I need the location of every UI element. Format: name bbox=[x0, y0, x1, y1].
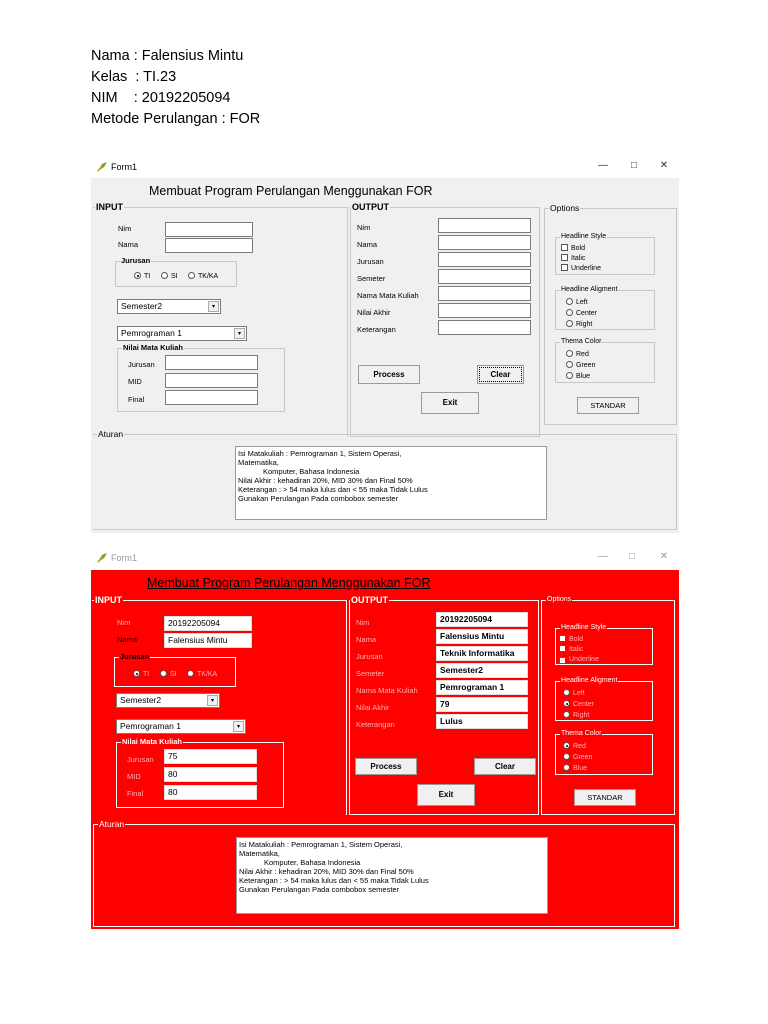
form-window-initial bbox=[91, 156, 679, 533]
radio-si[interactable]: SI bbox=[160, 670, 177, 679]
check-italic[interactable]: Italic bbox=[561, 254, 585, 263]
radio-tkka[interactable]: TK/KA bbox=[187, 670, 217, 679]
aturan-line: Gunakan Perulangan Pada combobox semester bbox=[239, 885, 400, 894]
output-group bbox=[350, 202, 540, 437]
headline-style-group bbox=[555, 624, 653, 665]
jurusan-group bbox=[114, 652, 236, 687]
options-group bbox=[544, 203, 677, 425]
nim-input[interactable] bbox=[165, 222, 253, 237]
out-jurusan-label: Jurusan bbox=[356, 652, 383, 661]
process-button[interactable]: Process bbox=[355, 758, 417, 775]
check-underline[interactable]: Underline bbox=[561, 264, 601, 273]
title-bar bbox=[91, 156, 679, 178]
aturan-group bbox=[93, 819, 675, 927]
nilai-final-label: Final bbox=[128, 395, 145, 404]
aturan-memo[interactable] bbox=[236, 837, 548, 914]
minimize-button[interactable]: — bbox=[598, 160, 608, 171]
close-button[interactable]: ✕ bbox=[659, 551, 669, 562]
nilai-group bbox=[117, 343, 285, 412]
radio-ti[interactable]: TI bbox=[134, 272, 150, 281]
out-jurusan-box: Teknik Informatika bbox=[436, 646, 528, 661]
out-nim-box: 20192205094 bbox=[436, 612, 528, 627]
nama-input[interactable] bbox=[165, 238, 253, 253]
nilai-jurusan-label: Jurusan bbox=[128, 360, 155, 369]
out-ket-box: Lulus bbox=[436, 714, 528, 729]
aturan-line: Komputer, Bahasa Indonesia bbox=[239, 858, 361, 867]
radio-tkka[interactable]: TK/KA bbox=[188, 272, 218, 281]
radio-red[interactable]: Red bbox=[566, 350, 589, 359]
check-bold[interactable]: Bold bbox=[561, 244, 585, 253]
radio-right[interactable]: Right bbox=[566, 320, 592, 329]
nilai-mid-label: MID bbox=[128, 377, 142, 386]
nama-label: Nama bbox=[117, 635, 138, 644]
form-heading: Membuat Program Perulangan Menggunakan FOR bbox=[147, 576, 431, 590]
out-nama-label: Nama bbox=[357, 240, 378, 249]
standar-button[interactable]: STANDAR bbox=[574, 789, 636, 806]
document-header bbox=[91, 46, 260, 130]
out-nama-box bbox=[438, 235, 531, 250]
nilai-mid-input[interactable] bbox=[165, 373, 258, 388]
options-group-title: Options bbox=[547, 596, 572, 603]
out-jurusan-label: Jurusan bbox=[357, 257, 384, 266]
headline-align-group bbox=[555, 677, 653, 721]
header-nim: NIM : 20192205094 bbox=[91, 90, 231, 106]
out-nim-box bbox=[438, 218, 531, 233]
aturan-memo[interactable] bbox=[235, 446, 547, 520]
output-group-title: OUTPUT bbox=[352, 202, 389, 212]
radio-right[interactable]: Right bbox=[563, 711, 589, 720]
aturan-line: Isi Matakuliah : Pemrograman 1, Sistem Operasi, bbox=[239, 840, 403, 849]
matkul-combo[interactable]: Pemrograman 1 ▾ bbox=[116, 719, 246, 734]
nim-label: Nim bbox=[118, 224, 132, 233]
nama-label: Nama bbox=[118, 240, 139, 249]
exit-button[interactable]: Exit bbox=[417, 784, 475, 806]
semester-combo[interactable]: Semester2 ▾ bbox=[116, 693, 220, 708]
nilai-mid-label: MID bbox=[127, 772, 141, 781]
output-group-title: OUTPUT bbox=[351, 595, 388, 605]
aturan-line: Matematika, bbox=[239, 849, 280, 858]
title-bar bbox=[91, 547, 679, 569]
checkmark-icon: ✓ bbox=[560, 657, 566, 664]
nilai-final-input[interactable]: 80 bbox=[164, 785, 257, 800]
header-nama: Nama : Falensius Mintu bbox=[91, 48, 244, 64]
out-nilai-box bbox=[438, 303, 531, 318]
radio-green[interactable]: Green bbox=[563, 753, 592, 762]
form-window-result bbox=[91, 547, 679, 929]
aturan-group-title: Aturan bbox=[98, 429, 124, 439]
matkul-combo[interactable]: Pemrograman 1 ▾ bbox=[117, 326, 247, 341]
headline-style-title: Headline Style bbox=[561, 233, 607, 240]
radio-left[interactable]: Left bbox=[563, 689, 585, 698]
theme-color-title: Thema Color bbox=[561, 730, 602, 737]
clear-button[interactable]: Clear bbox=[474, 758, 536, 775]
out-semester-box: Semester2 bbox=[436, 663, 528, 678]
form-heading: Membuat Program Perulangan Menggunakan FOR bbox=[149, 184, 433, 198]
out-matkul-box: Pemrograman 1 bbox=[436, 680, 528, 695]
theme-color-group bbox=[555, 338, 655, 383]
input-group-title: INPUT bbox=[96, 202, 123, 212]
check-underline[interactable]: ✓ Underline bbox=[560, 656, 599, 664]
aturan-line: Nilai Akhir : kehadiran 20%, MID 30% dan Final 50% bbox=[238, 476, 413, 485]
out-nama-box: Falensius Mintu bbox=[436, 629, 528, 644]
nilai-final-label: Final bbox=[127, 789, 144, 798]
headline-style-group bbox=[555, 233, 655, 275]
nim-input[interactable]: 20192205094 bbox=[164, 616, 252, 631]
output-group bbox=[349, 595, 539, 815]
maximize-button[interactable]: □ bbox=[630, 160, 638, 171]
chevron-down-icon[interactable]: ▾ bbox=[233, 721, 244, 732]
out-matkul-box bbox=[438, 286, 531, 301]
headline-align-title: Headline Aligment bbox=[561, 286, 618, 293]
app-icon bbox=[96, 161, 108, 173]
jurusan-group-title: Jurusan bbox=[121, 256, 151, 265]
aturan-line: Komputer, Bahasa Indonesia bbox=[238, 467, 360, 476]
header-kelas: Kelas : TI.23 bbox=[91, 69, 177, 85]
input-group-title: INPUT bbox=[95, 595, 122, 605]
options-group bbox=[541, 596, 675, 815]
out-ket-label: Keterangan bbox=[357, 325, 396, 334]
aturan-line: Gunakan Perulangan Pada combobox semester bbox=[238, 494, 399, 503]
check-italic[interactable]: Italic bbox=[559, 645, 583, 654]
out-ket-box bbox=[438, 320, 531, 335]
radio-center[interactable]: Center bbox=[566, 309, 597, 318]
out-matkul-label: Nama Mata Kuliah bbox=[357, 291, 419, 300]
nilai-mid-input[interactable]: 80 bbox=[164, 767, 257, 782]
out-nim-label: Nim bbox=[357, 223, 371, 232]
aturan-line: Keterangan : > 54 maka lulus dan < 55 maka Tidak Lulus bbox=[239, 876, 429, 885]
jurusan-group-title: Jurusan bbox=[120, 652, 150, 661]
clear-button[interactable]: Clear bbox=[477, 365, 524, 384]
out-jurusan-box bbox=[438, 252, 531, 267]
radio-si[interactable]: SI bbox=[161, 272, 178, 281]
radio-left[interactable]: Left bbox=[566, 298, 588, 307]
chevron-down-icon[interactable]: ▾ bbox=[207, 695, 218, 706]
radio-green[interactable]: Green bbox=[566, 361, 595, 370]
nilai-final-input[interactable] bbox=[165, 390, 258, 405]
theme-color-group bbox=[555, 730, 653, 775]
nama-input[interactable]: Falensius Mintu bbox=[164, 633, 252, 648]
nilai-group-title: Nilai Mata Kuliah bbox=[122, 737, 183, 746]
semester-combo[interactable]: Semester2 ▾ bbox=[117, 299, 221, 314]
nilai-jurusan-input[interactable] bbox=[165, 355, 258, 370]
input-group bbox=[92, 595, 347, 815]
form-client bbox=[91, 570, 679, 929]
aturan-group bbox=[93, 429, 677, 530]
out-nama-label: Nama bbox=[356, 635, 377, 644]
out-semester-box bbox=[438, 269, 531, 284]
out-semester-label: Semeter bbox=[356, 669, 385, 678]
chevron-down-icon[interactable]: ▾ bbox=[208, 301, 219, 312]
header-metode: Metode Perulangan : FOR bbox=[91, 111, 261, 127]
nilai-group-title: Nilai Mata Kuliah bbox=[123, 343, 184, 352]
input-group bbox=[93, 202, 348, 437]
headline-align-title: Headline Aligment bbox=[561, 677, 618, 684]
options-group-title: Options bbox=[550, 203, 580, 213]
radio-center[interactable]: Center bbox=[563, 700, 594, 709]
radio-ti[interactable]: TI bbox=[133, 670, 149, 679]
aturan-line: Keterangan : > 54 maka lulus dan < 55 maka Tidak Lulus bbox=[238, 485, 428, 494]
exit-button[interactable]: Exit bbox=[421, 392, 479, 414]
window-title: Form1 bbox=[111, 553, 138, 563]
app-icon bbox=[96, 552, 108, 564]
maximize-button[interactable]: □ bbox=[628, 551, 636, 562]
minimize-button[interactable]: — bbox=[598, 551, 608, 562]
standar-button[interactable]: STANDAR bbox=[577, 397, 639, 414]
jurusan-group bbox=[115, 256, 237, 287]
chevron-down-icon[interactable]: ▾ bbox=[234, 328, 245, 339]
nim-label: Nim bbox=[117, 618, 131, 627]
aturan-line: Isi Matakuliah : Pemrograman 1, Sistem Operasi, bbox=[238, 449, 402, 458]
aturan-line: Matematika, bbox=[238, 458, 279, 467]
radio-blue[interactable]: Blue bbox=[566, 372, 590, 381]
out-ket-label: Keterangan bbox=[356, 720, 395, 729]
form-client bbox=[93, 179, 679, 531]
aturan-group-title: Aturan bbox=[99, 819, 125, 829]
nilai-jurusan-input[interactable]: 75 bbox=[164, 749, 257, 764]
out-nim-label: Nim bbox=[356, 618, 370, 627]
process-button[interactable]: Process bbox=[358, 365, 420, 384]
radio-blue[interactable]: Blue bbox=[563, 764, 587, 773]
out-nilai-box: 79 bbox=[436, 697, 528, 712]
out-matkul-label: Nama Mata Kuliah bbox=[356, 686, 418, 695]
headline-align-group bbox=[555, 286, 655, 330]
radio-red[interactable]: Red bbox=[563, 742, 586, 751]
headline-style-title: Headline Style bbox=[561, 624, 607, 631]
out-nilai-label: Nilai Akhir bbox=[357, 308, 391, 317]
theme-color-title: Thema Color bbox=[561, 338, 602, 345]
window-title: Form1 bbox=[111, 162, 138, 172]
out-semester-label: Semeter bbox=[357, 274, 386, 283]
close-button[interactable]: ✕ bbox=[659, 160, 669, 171]
check-bold[interactable]: Bold bbox=[559, 635, 583, 644]
nilai-jurusan-label: Jurusan bbox=[127, 755, 154, 764]
out-nilai-label: Nilai Akhir bbox=[356, 703, 390, 712]
nilai-group bbox=[116, 737, 284, 808]
aturan-line: Nilai Akhir : kehadiran 20%, MID 30% dan Final 50% bbox=[239, 867, 414, 876]
